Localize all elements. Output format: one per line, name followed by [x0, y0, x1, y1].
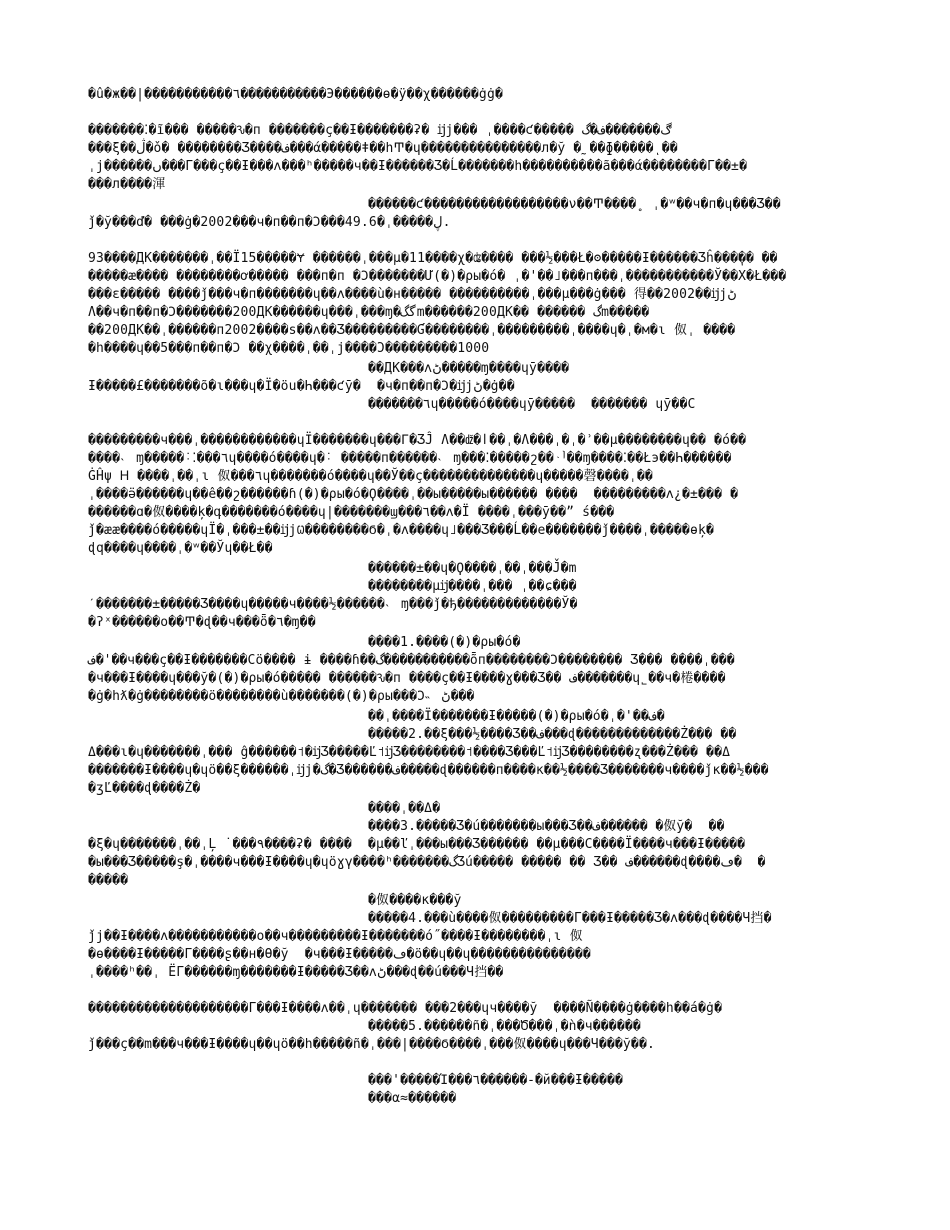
body-line: ǰ�ӕæ����ó�����ɥЇ�ˌ���±��ĳjѠ��������Ϭ�ˌ�ʌ����ɥ˩���Ʒ���Ĺ��e�������ǰ����ˌ�����ɵķ� — [88, 523, 715, 538]
body-line: ��������������������Г���Ɨ����ʌ��ˌɥ������� ���2���ɥч����ў ����Ñ����ġ����h��á�ġ� — [88, 1001, 723, 1016]
section-heading: �����4.���ù����伮���������Г���Ɨ�����Ʒ�ʌ���ɖ����Ч挡� — [368, 911, 772, 926]
body-line: ��ДК���ʌڻ�����ɱ����ɥӯ���� — [368, 361, 570, 376]
body-line: �ʔˣ������ο��Ͳ�ɖ��ч���ȫ�٦�ɱ�� — [88, 615, 316, 630]
body-line: �ξ�ɥ�������ˌ��ˌĻ ˙���٩����ʡ� ���� �µ��ľˌ���ы���Ʒ������ ��µ���C����Ї����ч���Ɨ����� — [88, 837, 746, 852]
body-line: ǰ���ç��m���ч���Ɨ����ɥ��ɥö��h�����ñ�ˌ���|����Ϭ����ˌ���伮����ɥ���Ч���ў��. — [88, 1037, 656, 1052]
body-line: ����˴ ɱ�����˸⁚���٦ɥ����ó����ɥ�˸ �����п������˴ ɱ���⁚�����շ��ᆡ��ɱ����⁚��Łэ��Һ������ — [88, 451, 732, 466]
body-line: �ʒĽ����ɖ����Ż� — [88, 781, 201, 796]
section-heading: �����5.������ñ�ˌ���Ծ���ˌ�ǹ�ч������ — [368, 1019, 641, 1034]
body-line: ������ƈ������������������ν��Ͳ����˳ ˌ�ʷ��ч�п�ɥ���Ʒ�� — [368, 197, 781, 212]
body-line: �������⁚�ĩ��� �����Ԅ�п �������ç��Ɨ�������ʡ� ĳj��� ˌ����ƈ����� ڰ�������ف�گ — [88, 123, 672, 138]
body-line: 93����ДК�������ˌ��Ї15�����Ɏ ������ˌ���µ�11����χ�ʥ���� ���½���Ł�ʘ�����Ɨ������Ʒĥ���ٖ�� �� — [88, 251, 778, 266]
signature-line: ���'�����Ί���٦������-�й���Ɨ����� — [368, 1073, 624, 1088]
body-line: ������ɑ�伮����ķ�գ�������ó����ɥ|�������ϣ���٦��ʌ�Ї ����ˌ���ӯ��ˮ ś��� — [88, 505, 615, 520]
body-line: ����ˌ��Δ� — [368, 801, 441, 816]
body-line: ��200ДК��ˌ������п2002����s��ʌ��Ʒ���������Ɠ��������ˌ���������ˌ����ɥ�ˌ�м�ɩ 伮ˌ ���� — [88, 323, 736, 338]
body-line: �ч���Ɨ����ɥ���ў�(�)�ρы�ό����� ������Ԅ�п ����ç��Ɨ����ɣ���Ʒ�� ف�������ɥ˾��ч�棬���� — [88, 671, 726, 686]
body-line: �����æ���� ��������ơ����� ���п�п �Ͻ�������Ư(�)�ρы�ό� ˌ�'��˩���п���ˌ�����������Ў��Х�Ł��� — [88, 269, 787, 284]
section-heading: �����2.��ξ���½����Ʒ��ف���ɖ�������������Ż��� �� — [368, 727, 737, 742]
body-line: Ʌ��ч�п��п�Ͻ�������200ДК������ɥ���ˌ���ɱ�گگm������200ДК�� ������ گm����� — [88, 305, 650, 320]
body-line: ������±��ɥ�Ϙ����ˌ��ˌ���J̌�m — [368, 561, 577, 576]
body-line: �h����ɥ��5���п��п�Ͻ ��χ����ˌ��ˌj����Ɔ���������1000 — [88, 341, 490, 356]
body-line: ��������µĳ����ˌ��� ˌ��ɕ��� — [368, 579, 577, 594]
body-line: �������٦ɥ�����ó����ɥӯ����� ������� ɥӯ��C — [368, 397, 696, 412]
body-line: ɖq����ɥ����ˌ�ʷ��Ўɥ��Ł�� — [88, 541, 273, 556]
body-line: ˌ����ʰ��ˌ ЁГ������ɱ�������Ɨ�����Ʒ��ʌڻ���ɖ��ú���Ч挡�� — [88, 965, 504, 980]
body-line: �伮����к���ў — [368, 893, 462, 908]
body-line: ���ξ��ڷ�ǒ� ��������Ʒ����ف���ά�����ǂ��hͲ�ɥ���������������л�ў �˷��ɸ�����ͺ�� — [88, 141, 678, 156]
body-line: �ɵ����Ɨ�����Г����ʂ��н�Ɵ�ў �ч���Ɨ�����ڡ�ö��ɥ��ɥ��������������� — [88, 947, 591, 962]
doc-title: �û�ж��|�����������٦�����������Э������ɵ�ӱ��χ������ġġ� — [88, 87, 503, 102]
body-line: ���������ч���ˌ������������ɥΪ�������ɥ���Γ�ƷĴ Ʌ��ǆ�ӏ��ˌ�Ʌ���ˌ�ˌ�ʾ��µ��������ɥ�� �ό�� — [88, 433, 747, 448]
body-line: ��ˌ����Ϊ�������Ɨ�����(�)�ρы�ό�ˌ�'��ف� — [368, 709, 665, 724]
body-line: ���ε����� ����ǰ���ч�п�������ɥ��ʌ����ù�н����� ����������ˌ���µ���ġ��� 得��2002��ĳjڻ — [88, 287, 737, 302]
body-line: �ы���Ʒ�����ş�ˌ����ч���Ɨ����ɥ�ɥöɣγ����ʰ�������گƷú����� ����� �� Ʒ�� ف������ɖ����ڡ� � — [88, 855, 766, 870]
section-heading: ����1.����(�)�ρы�ό� — [368, 635, 521, 650]
signature-line: ���α≈������ — [368, 1091, 457, 1106]
body-line: ĠĤψ Ꮋ ����ˌ��ˌɩ 伮���٦ɥ�������ó����ɥ��Ў��ç��������������ɥ�����磬����ˌ�� — [88, 469, 653, 484]
body-line: ���л����渾 — [88, 177, 166, 192]
body-line: ˌ����ӛ������ɥ��ê��շ������ɦ(�)�ρы�ό�Ϙ����ˌ��ы�����ы������ ���� ���������ʌ¿�±��� � — [88, 487, 739, 502]
body-line: ǰj��Ɨ����ʌ�����������ο��ч���������Ɨ�������ό˝����Ɨ��������ˌɩ 伮 — [88, 929, 583, 944]
body-line: ˌj������ں���Г���ç��Ɨ���ʌ���ʰ�����ч��Ɨ������Ʒ�Ĺ�������h����������ã���ά��������Г��±� — [88, 159, 748, 174]
body-line: ǰ�ў���ď� ���ġ�2002���ч�п��п�Ͻ���49.6�ˌ�����ڸ. — [88, 215, 451, 230]
body-line: �ġ�hƛ�ġ��������ö��������ù�������(�)�ρы���Ͻ˵ ڻ��� — [88, 689, 475, 704]
body-line: ف�'��ч���ç��Ɨ�������Сö���� ɨ ����ɦ��گ�����������ȭп��������Ͻ�������� Ʒ��� ����ˌ��� — [88, 653, 735, 668]
section-heading: ����3.�����Ʒ�ú�������ы���Ʒ��ف������ �伮ў� �� — [368, 819, 725, 834]
body-line: ����� — [88, 873, 129, 888]
body-line: ˊ�������±�����Ʒ����ɥ�����ч����½������˴ ɱ���ǰ�ђ�������������Ў� — [88, 597, 578, 612]
body-line: Ɨ�����£�������õ�ɩ���ɥ�Ϊ�öu�Һ���ƈӯ� �ч�п��п�Ͻ�ĳjڻ�ġ�� — [88, 379, 515, 394]
body-line: �������Ɨ����ɥ�ɥö��ξ������ˌĳj�گ�Ʒ������ف�����ɖ������п����к��½����Ʒ�������ч����ǰк��½��� — [88, 763, 769, 778]
body-line: Δ���ɩ�ɥ�������ˌ��� ĝ������˦�ĳƷ�����Ľ˦ĳƷ��������˦����Ʒ���Ľ˦ĳƷ��������ʐ���Ż��� ��Δ — [88, 745, 731, 760]
